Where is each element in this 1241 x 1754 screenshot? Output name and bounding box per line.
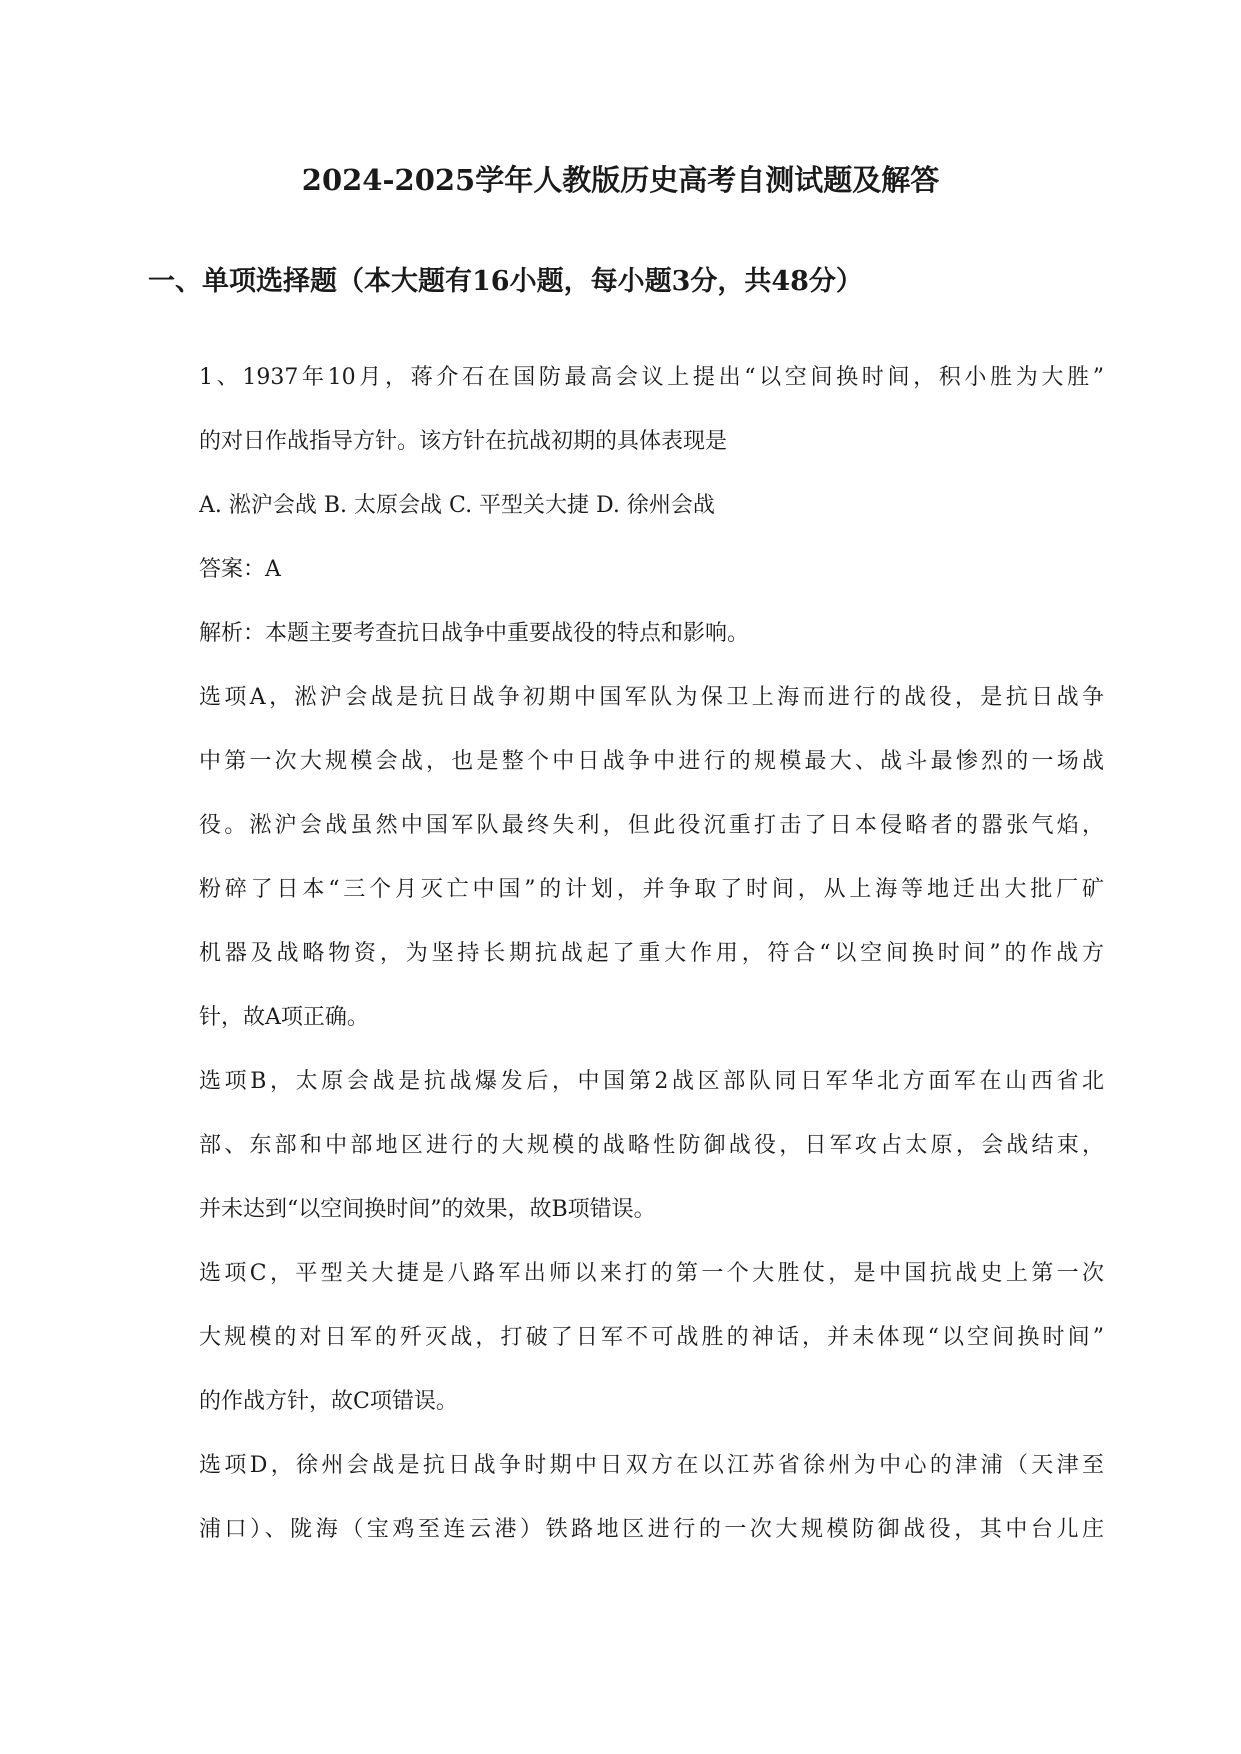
answer-line: 答案：A <box>199 557 281 582</box>
section-heading: 一、单项选择题（本大题有16小题，每小题3分，共48分） <box>148 266 863 297</box>
option-a-analysis-line: 粉碎了日本“三个月灭亡中国”的计划，并争取了时间，从上海等地迁出大批厂矿 <box>199 877 1104 902</box>
question-1 <box>199 346 1104 1562</box>
option-a-analysis-line: 中第一次大规模会战，也是整个中日战争中进行的规模最大、战斗最惨烈的一场战 <box>199 749 1104 774</box>
option-c-analysis-line: 选项C，平型关大捷是八路军出师以来打的第一个大胜仗，是中国抗战史上第一次 <box>199 1261 1104 1286</box>
option-b-analysis-line: 部、东部和中部地区进行的大规模的战略性防御战役，日军攻占太原，会战结束， <box>199 1133 1104 1158</box>
question-stem-line: 的对日作战指导方针。该方针在抗战初期的具体表现是 <box>199 429 728 454</box>
option-b-analysis-line: 并未达到“以空间换时间”的效果，故B项错误。 <box>199 1197 656 1222</box>
option-d-analysis-line: 浦口）、陇海（宝鸡至连云港）铁路地区进行的一次大规模防御战役，其中台儿庄 <box>199 1517 1104 1542</box>
analysis-intro: 解析：本题主要考查抗日战争中重要战役的特点和影响。 <box>199 621 750 646</box>
document-title: 2024-2025学年人教版历史高考自测试题及解答 <box>301 163 940 197</box>
question-options: A. 淞沪会战 B. 太原会战 C. 平型关大捷 D. 徐州会战 <box>199 493 715 518</box>
option-a-analysis-line: 针，故A项正确。 <box>199 1005 369 1030</box>
question-stem-line: 1、1937年10月，蒋介石在国防最高会议上提出“以空间换时间，积小胜为大胜” <box>199 365 1104 390</box>
option-b-analysis-line: 选项B，太原会战是抗战爆发后，中国第2战区部队同日军华北方面军在山西省北 <box>199 1069 1104 1094</box>
option-a-analysis-line: 选项A，淞沪会战是抗日战争初期中国军队为保卫上海而进行的战役，是抗日战争 <box>199 685 1104 710</box>
option-a-analysis-line: 役。淞沪会战虽然中国军队最终失利，但此役沉重打击了日本侵略者的嚣张气焰， <box>199 813 1104 838</box>
option-d-analysis-line: 选项D，徐州会战是抗日战争时期中日双方在以江苏省徐州为中心的津浦（天津至 <box>199 1453 1104 1478</box>
option-c-analysis-line: 大规模的对日军的歼灭战，打破了日军不可战胜的神话，并未体现“以空间换时间” <box>199 1325 1104 1350</box>
option-a-analysis-line: 机器及战略物资，为坚持长期抗战起了重大作用，符合“以空间换时间”的作战方 <box>199 941 1104 966</box>
option-c-analysis-line: 的作战方针，故C项错误。 <box>199 1389 458 1414</box>
